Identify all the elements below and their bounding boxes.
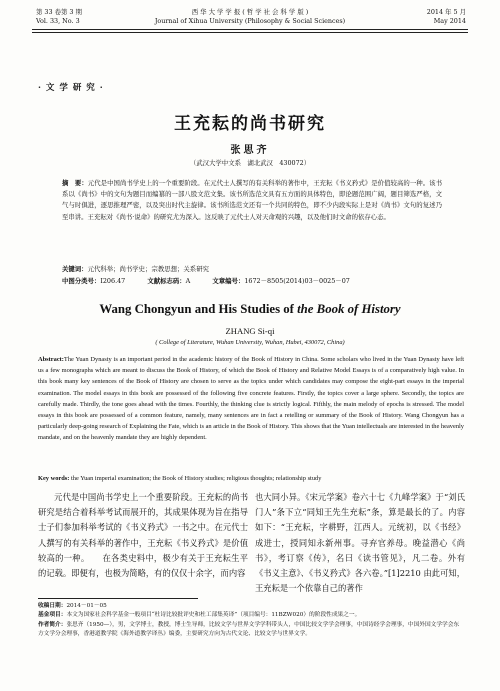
bio-label: 作者简介： [38, 621, 67, 628]
body-right-text: 也大同小异。《宋元学案》卷六十七《九峰学案》于“刘氏门人”条下立“同知王先生充耘”条，算是最长的了。内容如下：“王充耘，字耕野，江西人。元统初，以《书经》成进士，授同知永新州事。寻弃官养母。晚益潜心《尚书》，考订察《传》，名曰《读书管见》，凡二卷。外有《书义主意》、《书义矜式》各六卷。”[1]2210 由此可知，王充耘是一个依靠自己的著作 [255, 492, 465, 594]
footnote-rule [38, 598, 198, 599]
running-header-right [427, 8, 466, 26]
article-title-en [0, 302, 500, 317]
body-column-left [38, 490, 248, 581]
keywords-en [38, 474, 464, 484]
keywords-en-label: Key words: [38, 475, 70, 482]
body-left-text: 元代是中国尚书学史上一个重要阶段。王充耘的尚书研究是结合着科举考试而展开的，其成果体现为旨在指导士子们参加科举考试的《书义矜式》一书之中。在元代士人撰写的有关科举的著作中，王充耘《书义矜式》是价值较高的一种。 在各类史料中，极少有关于王充耘生平的记载。即便有，也极为简略，有的仅仅十余字，而内容 [38, 492, 248, 579]
article-title-cn: 王充耘的尚书研究 [174, 114, 326, 134]
article-id-value: 1672－8505(2014)03－0025－07 [244, 277, 350, 285]
received-label: 收稿日期： [38, 603, 67, 609]
fund-line [38, 611, 464, 620]
clc-label: 中图分类号： [62, 277, 101, 285]
header-rule-thick [32, 29, 468, 30]
article-title-en-main: Wang Chongyun and His Studies of [99, 302, 298, 316]
abstract-cn-label: 摘 要： [62, 179, 88, 187]
author-bio-line [38, 621, 464, 640]
footnotes [38, 602, 464, 640]
running-header-left [36, 8, 82, 26]
clc-value: I206.47 [100, 277, 126, 285]
article-title-en-book: the Book of History [297, 302, 401, 316]
body-column-right [255, 490, 465, 596]
affiliation-en: ( College of Literature, Wuhan University, Wuhan, Hubei, 430072, China) [155, 339, 345, 346]
keywords-cn [62, 264, 442, 274]
fund-label: 基金项目： [38, 612, 67, 619]
received-value: 2014－01－05 [66, 603, 107, 609]
author-cn: 张思齐 [230, 145, 270, 156]
running-header-center [120, 8, 380, 26]
fund-value: 本文为国家社会科学基金一般项目“杜诗比较批评史和杜工部集英译”（项目编号：11BZW020）的阶段性成果之一。 [66, 612, 361, 619]
abstract-en-label: Abstract: [38, 356, 64, 363]
author-en: ZHANG Si-qi [225, 326, 275, 336]
received-date-line [38, 602, 464, 611]
issue-cn: 第 33 卷第 3 期 [36, 8, 82, 16]
date-cn: 2014 年 5 月 [426, 8, 466, 16]
abstract-cn-text: 元代是中国尚书学史上的一个重要阶段。在元代士人撰写的有关科举的著作中，王充耘《书义矜式》是价值较高的一种。该书系以《尚书》中的文句为题目而编纂的一部八股文范文集。该书所选范文具有五方面的具体特色，即论题范围广阔，题目筛选严格，文气与时俱进，逐思推理严密，以及突出时代主旋律。该书所选范文还有一个共同的特色，即不少内段实际上是对《尚书》文句的复述乃至串讲。王充耘对《尚书·说命》的研究尤为深入。这反映了元代士人对天命观的兴趣，以及他们时文命的依存心态。 [62, 179, 443, 221]
date-en: May 2014 [433, 17, 466, 25]
affiliation-cn: （武汉大学中文系 湖北武汉 430072） [189, 159, 311, 167]
keywords-cn-label: 关键词： [62, 265, 88, 273]
abstract-en [38, 354, 464, 444]
doc-code-value: A [185, 277, 191, 285]
bio-value: 张思齐（1950—），男，文学博士，教授，博士生导师，比较文学与世界文学学科带头人，中国比较文学学会理事，中国诗经学会理事，中国外国文学学会东方文学分会理事，香港道教学院《海外道教学译丛》编委，主要研究方向为古代文论、比较文学与世界文学。 [38, 621, 460, 638]
classification-line [62, 276, 442, 286]
header-rule-thin [32, 32, 468, 33]
keywords-cn-text: 元代科举；尚书学史；宗教思想；关系研究 [87, 265, 209, 273]
keywords-en-text: the Yuan imperial examination; the Book of History studies; religious thoughts; relationship study [71, 475, 322, 482]
journal-name-cn: 西 华 大 学 学 报 ( 哲 学 社 会 科 学 版 ) [191, 8, 309, 16]
journal-name-en: Journal of Xihua University (Philosophy & Social Sciences) [154, 17, 346, 25]
abstract-cn [62, 178, 442, 223]
abstract-en-text: The Yuan Dynasty is an important period in the academic history of the Book of History in China. Some scholars who lived in the Yuan Dynasty have left us a few monographs which are meant to discuss the Book of History, of which the Book of History and Relative Model Essays is of a comparatively high value. In this book many key sentences of the Book of History are chosen to serve as the topics under which candidates may compose the eight-part essays in the imperial examination. The model essays in this book are possessed of the following five concrete features. Firstly, the topics cover a large sphere. Secondly, the topics are carefully made. Thirdly, the tone goes ahead with the times. Fourthly, the thinking clue is strictly logical. Fifthly, the main melody of epochs is stressed. The model essays in this book are possessed of a common feature, namely, many sentences are in fact a retelling or summary of the Book of History. Wang Chongyun has a particularly deep-going research of Explaining the Fate, which is an article in the Book of History. This shows that the Yuan intellectuals are interested in the heavenly mandate, and on the heavenly mandate they are highly dependent. [38, 356, 464, 442]
issue-en: Vol. 33, No. 3 [36, 17, 80, 25]
section-label: · 文 学 研 究 · [38, 83, 104, 93]
doc-code-label: 文献标志码： [147, 277, 186, 285]
article-id-label: 文章编号： [212, 277, 245, 285]
